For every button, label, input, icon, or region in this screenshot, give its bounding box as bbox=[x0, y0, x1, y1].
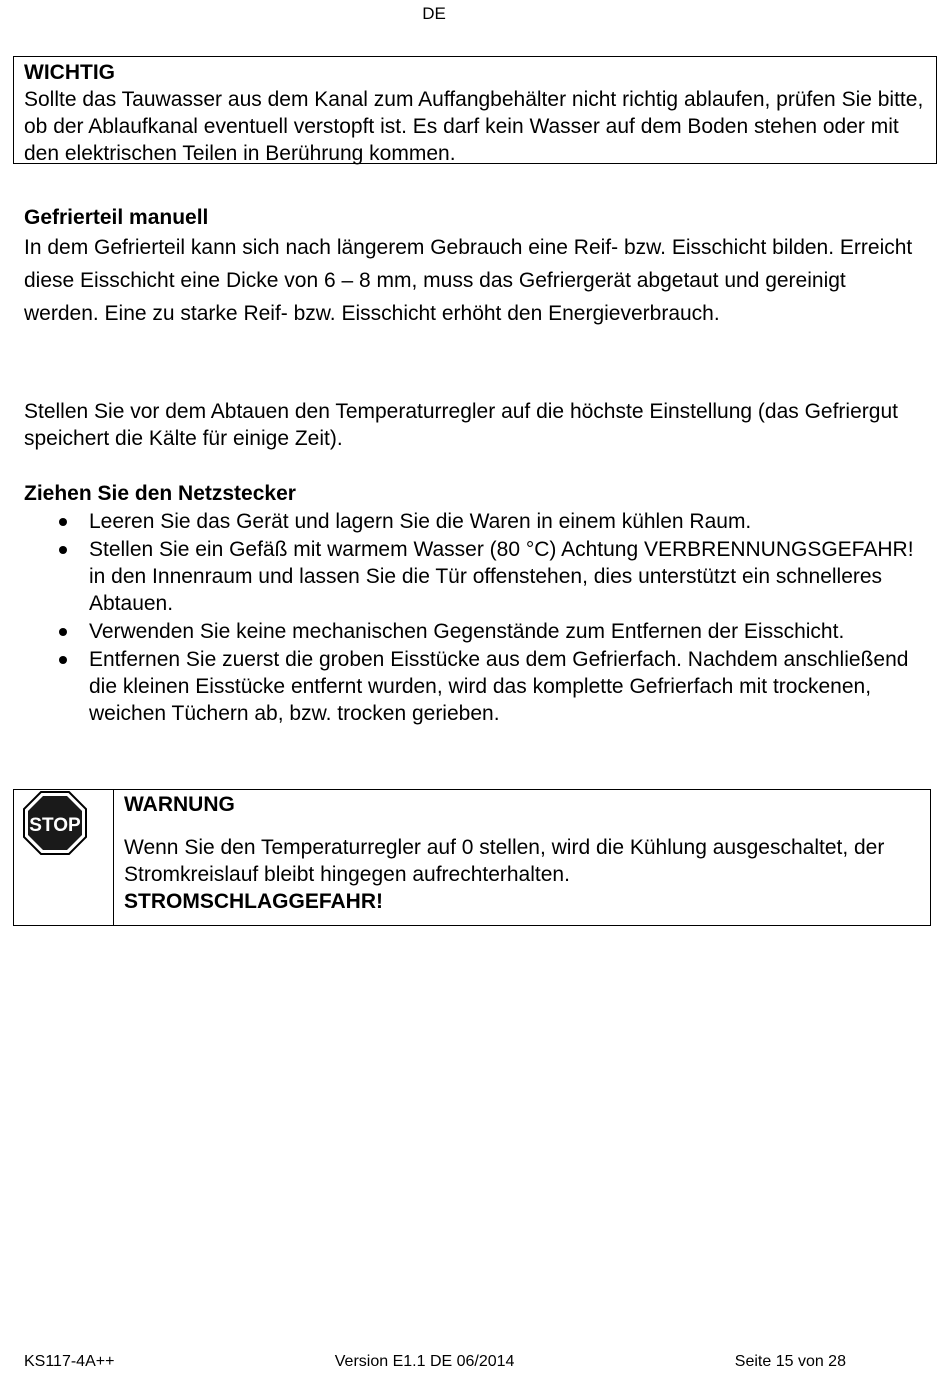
page-footer bbox=[24, 1353, 846, 1371]
list-item-text: Entfernen Sie zuerst die groben Eisstücke aus dem Gefrierfach. Nachdem anschließend die kleinen Eisstücke entfernt wurden, wird das komplette Gefrierfach mit trockenen, weichen Tüchern ab, bzw. trocken gerieben. bbox=[89, 648, 909, 725]
footer-model: KS117-4A++ bbox=[24, 1353, 115, 1370]
important-text: Sollte das Tauwasser aus dem Kanal zum Auffangbehälter nicht richtig ablaufen, prüfen Sie bitte, ob der Ablaufkanal eventuell verstopft ist. Es darf kein Wasser auf dem Boden stehen oder mit den elektrischen Teilen in Berührung kommen. bbox=[24, 88, 924, 165]
list-item bbox=[24, 536, 924, 617]
list-item bbox=[24, 618, 924, 645]
set-temperature-paragraph: Stellen Sie vor dem Abtauen den Temperaturregler auf die höchste Einstellung (das Gefriergut speichert die Kälte für einige Zeit). bbox=[24, 400, 898, 450]
list-item-text: Stellen Sie ein Gefäß mit warmem Wasser (80 °C) Achtung VERBRENNUNGSGEFAHR! in den Innenraum und lassen Sie die Tür offenstehen, dies unterstützt ein schnelleres Abtauen. bbox=[89, 538, 914, 615]
list-item-text: Verwenden Sie keine mechanischen Gegenstände zum Entfernen der Eisschicht. bbox=[89, 620, 845, 643]
unplug-section bbox=[24, 480, 924, 728]
bullet-icon bbox=[59, 628, 67, 636]
warning-text-cell bbox=[114, 790, 930, 925]
freezer-manual-title: Gefrierteil manuell bbox=[24, 206, 209, 229]
footer-version: Version E1.1 DE 06/2014 bbox=[334, 1353, 515, 1370]
warning-box bbox=[13, 789, 931, 926]
bullet-icon bbox=[59, 546, 67, 554]
bullet-icon bbox=[59, 518, 67, 526]
freezer-manual-text: In dem Gefrierteil kann sich nach längerem Gebrauch eine Reif- bzw. Eisschicht bilden. Erreicht diese Eisschicht eine Dicke von 6 – 8 mm, muss das Gefriergerät abgetaut und gereinigt werden. Eine zu starke Reif- bzw. Eisschicht erhöht den Energieverbrauch. bbox=[24, 236, 913, 325]
list-item-text: Leeren Sie das Gerät und lagern Sie die Waren in einem kühlen Raum. bbox=[89, 510, 752, 533]
footer-page-number: Seite 15 von 28 bbox=[734, 1353, 846, 1370]
warning-body bbox=[124, 834, 920, 915]
list-item bbox=[24, 508, 924, 535]
warning-text: Wenn Sie den Temperaturregler auf 0 stellen, wird die Kühlung ausgeschaltet, der Stromkreislauf bleibt hingegen aufrechterhalten. bbox=[124, 836, 885, 886]
warning-icon-cell bbox=[14, 790, 114, 925]
warning-title: WARNUNG bbox=[124, 793, 235, 816]
unplug-title: Ziehen Sie den Netzstecker bbox=[24, 482, 296, 505]
freezer-manual-section bbox=[24, 204, 924, 330]
bullet-icon bbox=[59, 656, 67, 664]
warning-emphasis: STROMSCHLAGGEFAHR! bbox=[124, 890, 383, 913]
header-language: DE bbox=[422, 4, 446, 23]
stop-sign-icon bbox=[22, 790, 88, 856]
list-item bbox=[24, 646, 924, 727]
important-notice-box bbox=[13, 56, 937, 164]
stop-sign-text: STOP bbox=[29, 815, 81, 836]
important-title: WICHTIG bbox=[24, 61, 115, 84]
unplug-list bbox=[24, 508, 924, 727]
